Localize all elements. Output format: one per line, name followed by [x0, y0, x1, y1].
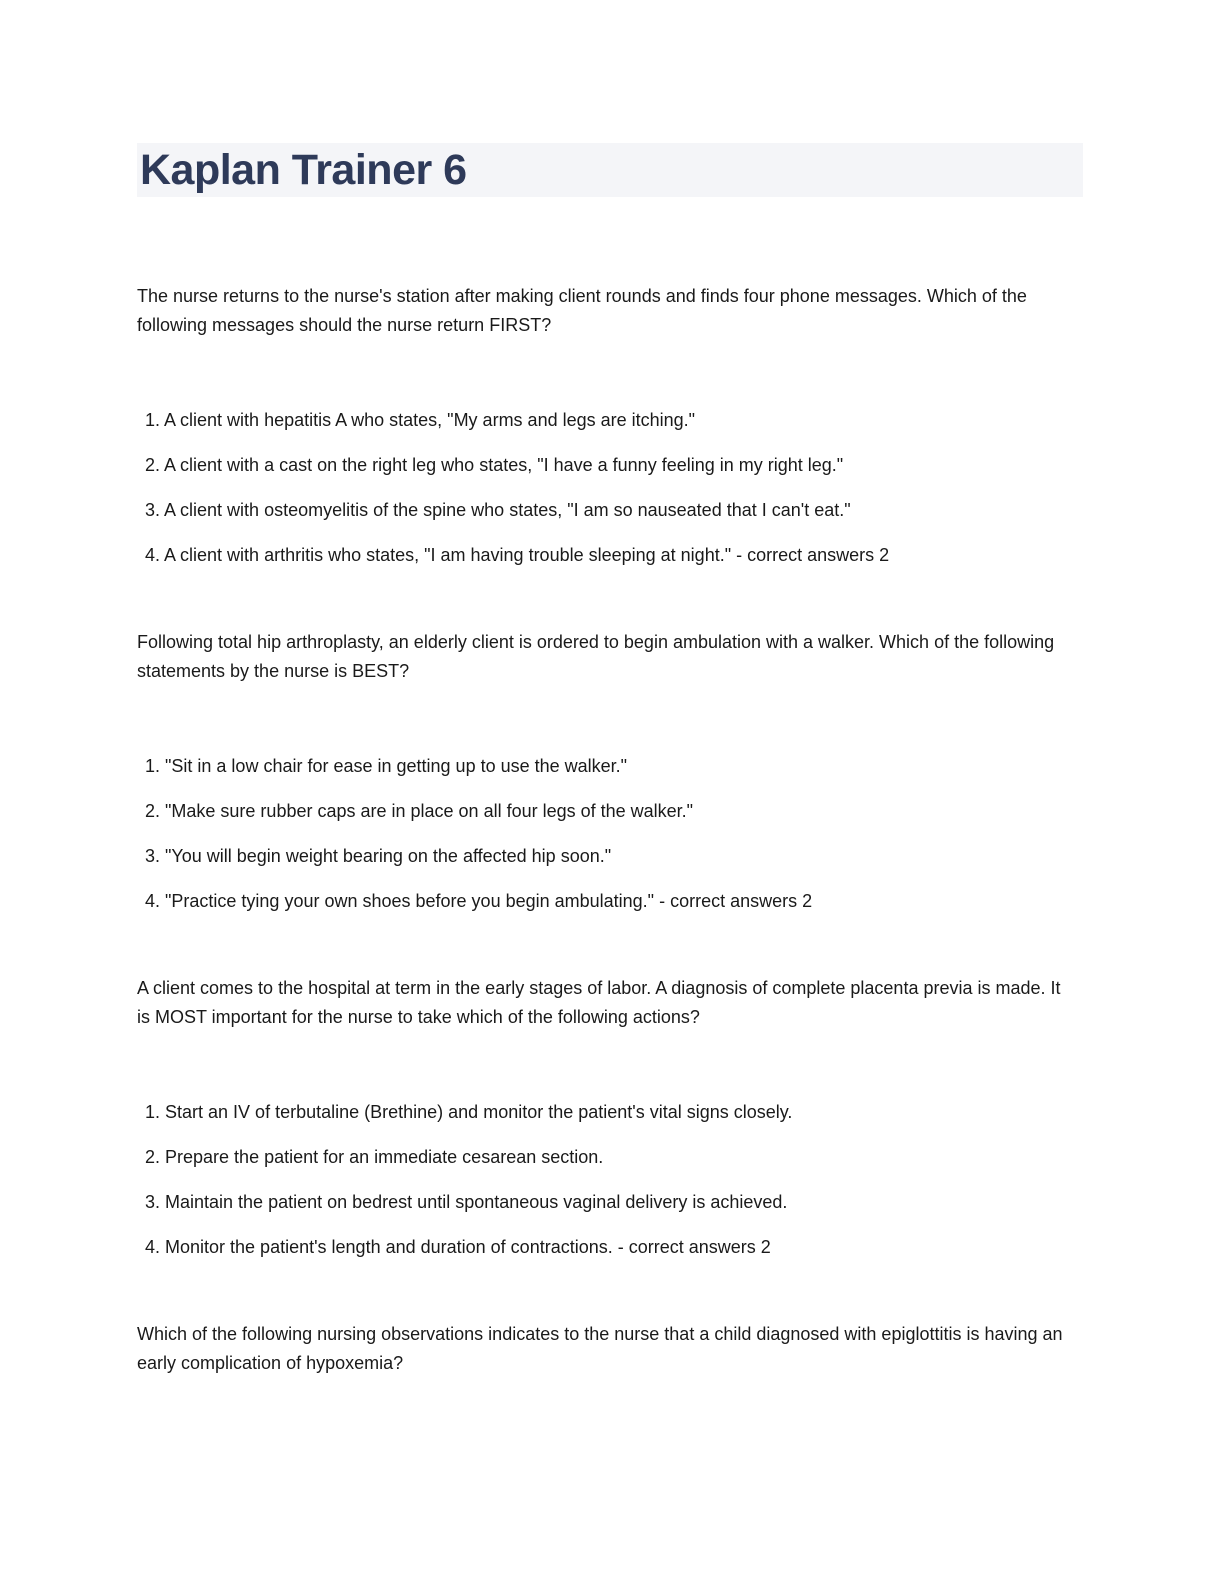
title-banner [137, 143, 1083, 197]
question-stem: Which of the following nursing observations indicates to the nurse that a child diagnosed with epiglottitis is having an early complication of hypoxemia? [137, 1324, 1063, 1373]
question-block [137, 1320, 1077, 1378]
answer-option: 1. Start an IV of terbutaline (Brethine) and monitor the patient's vital signs closely. [145, 1102, 793, 1122]
answer-option: 2. Prepare the patient for an immediate cesarean section. [145, 1147, 604, 1167]
answer-option: 1. "Sit in a low chair for ease in getting up to use the walker." [145, 756, 628, 776]
page-title: Kaplan Trainer 6 [140, 145, 467, 194]
answer-option: 3. Maintain the patient on bedrest until spontaneous vaginal delivery is achieved. [145, 1192, 788, 1212]
question-stem: Following total hip arthroplasty, an elderly client is ordered to begin ambulation with a walker. Which of the following statements by the nurse is BEST? [137, 632, 1055, 681]
question-stem: A client comes to the hospital at term in the early stages of labor. A diagnosis of complete placenta previa is made. It is MOST important for the nurse to take which of the following actions? [137, 978, 1061, 1027]
answer-option: 4. "Practice tying your own shoes before you begin ambulating." - correct answers 2 [145, 891, 813, 911]
question-block [137, 974, 1077, 1262]
answer-list [137, 1098, 1077, 1262]
answer-option: 4. A client with arthritis who states, "I am having trouble sleeping at night." - correct answers 2 [145, 545, 890, 565]
document-body [137, 282, 1077, 1378]
answer-option: 2. A client with a cast on the right leg who states, "I have a funny feeling in my right leg." [145, 455, 844, 475]
answer-option: 3. A client with osteomyelitis of the spine who states, "I am so nauseated that I can't eat." [145, 500, 851, 520]
answer-option: 3. "You will begin weight bearing on the affected hip soon." [145, 846, 612, 866]
question-block [137, 282, 1077, 570]
answer-list [137, 752, 1077, 916]
answer-option: 1. A client with hepatitis A who states, "My arms and legs are itching." [145, 410, 696, 430]
answer-option: 2. "Make sure rubber caps are in place on all four legs of the walker." [145, 801, 694, 821]
question-stem: The nurse returns to the nurse's station after making client rounds and finds four phone messages. Which of the following messages should the nurse return FIRST? [137, 286, 1027, 335]
question-block [137, 628, 1077, 916]
answer-list [137, 406, 1077, 570]
answer-option: 4. Monitor the patient's length and duration of contractions. - correct answers 2 [145, 1237, 771, 1257]
